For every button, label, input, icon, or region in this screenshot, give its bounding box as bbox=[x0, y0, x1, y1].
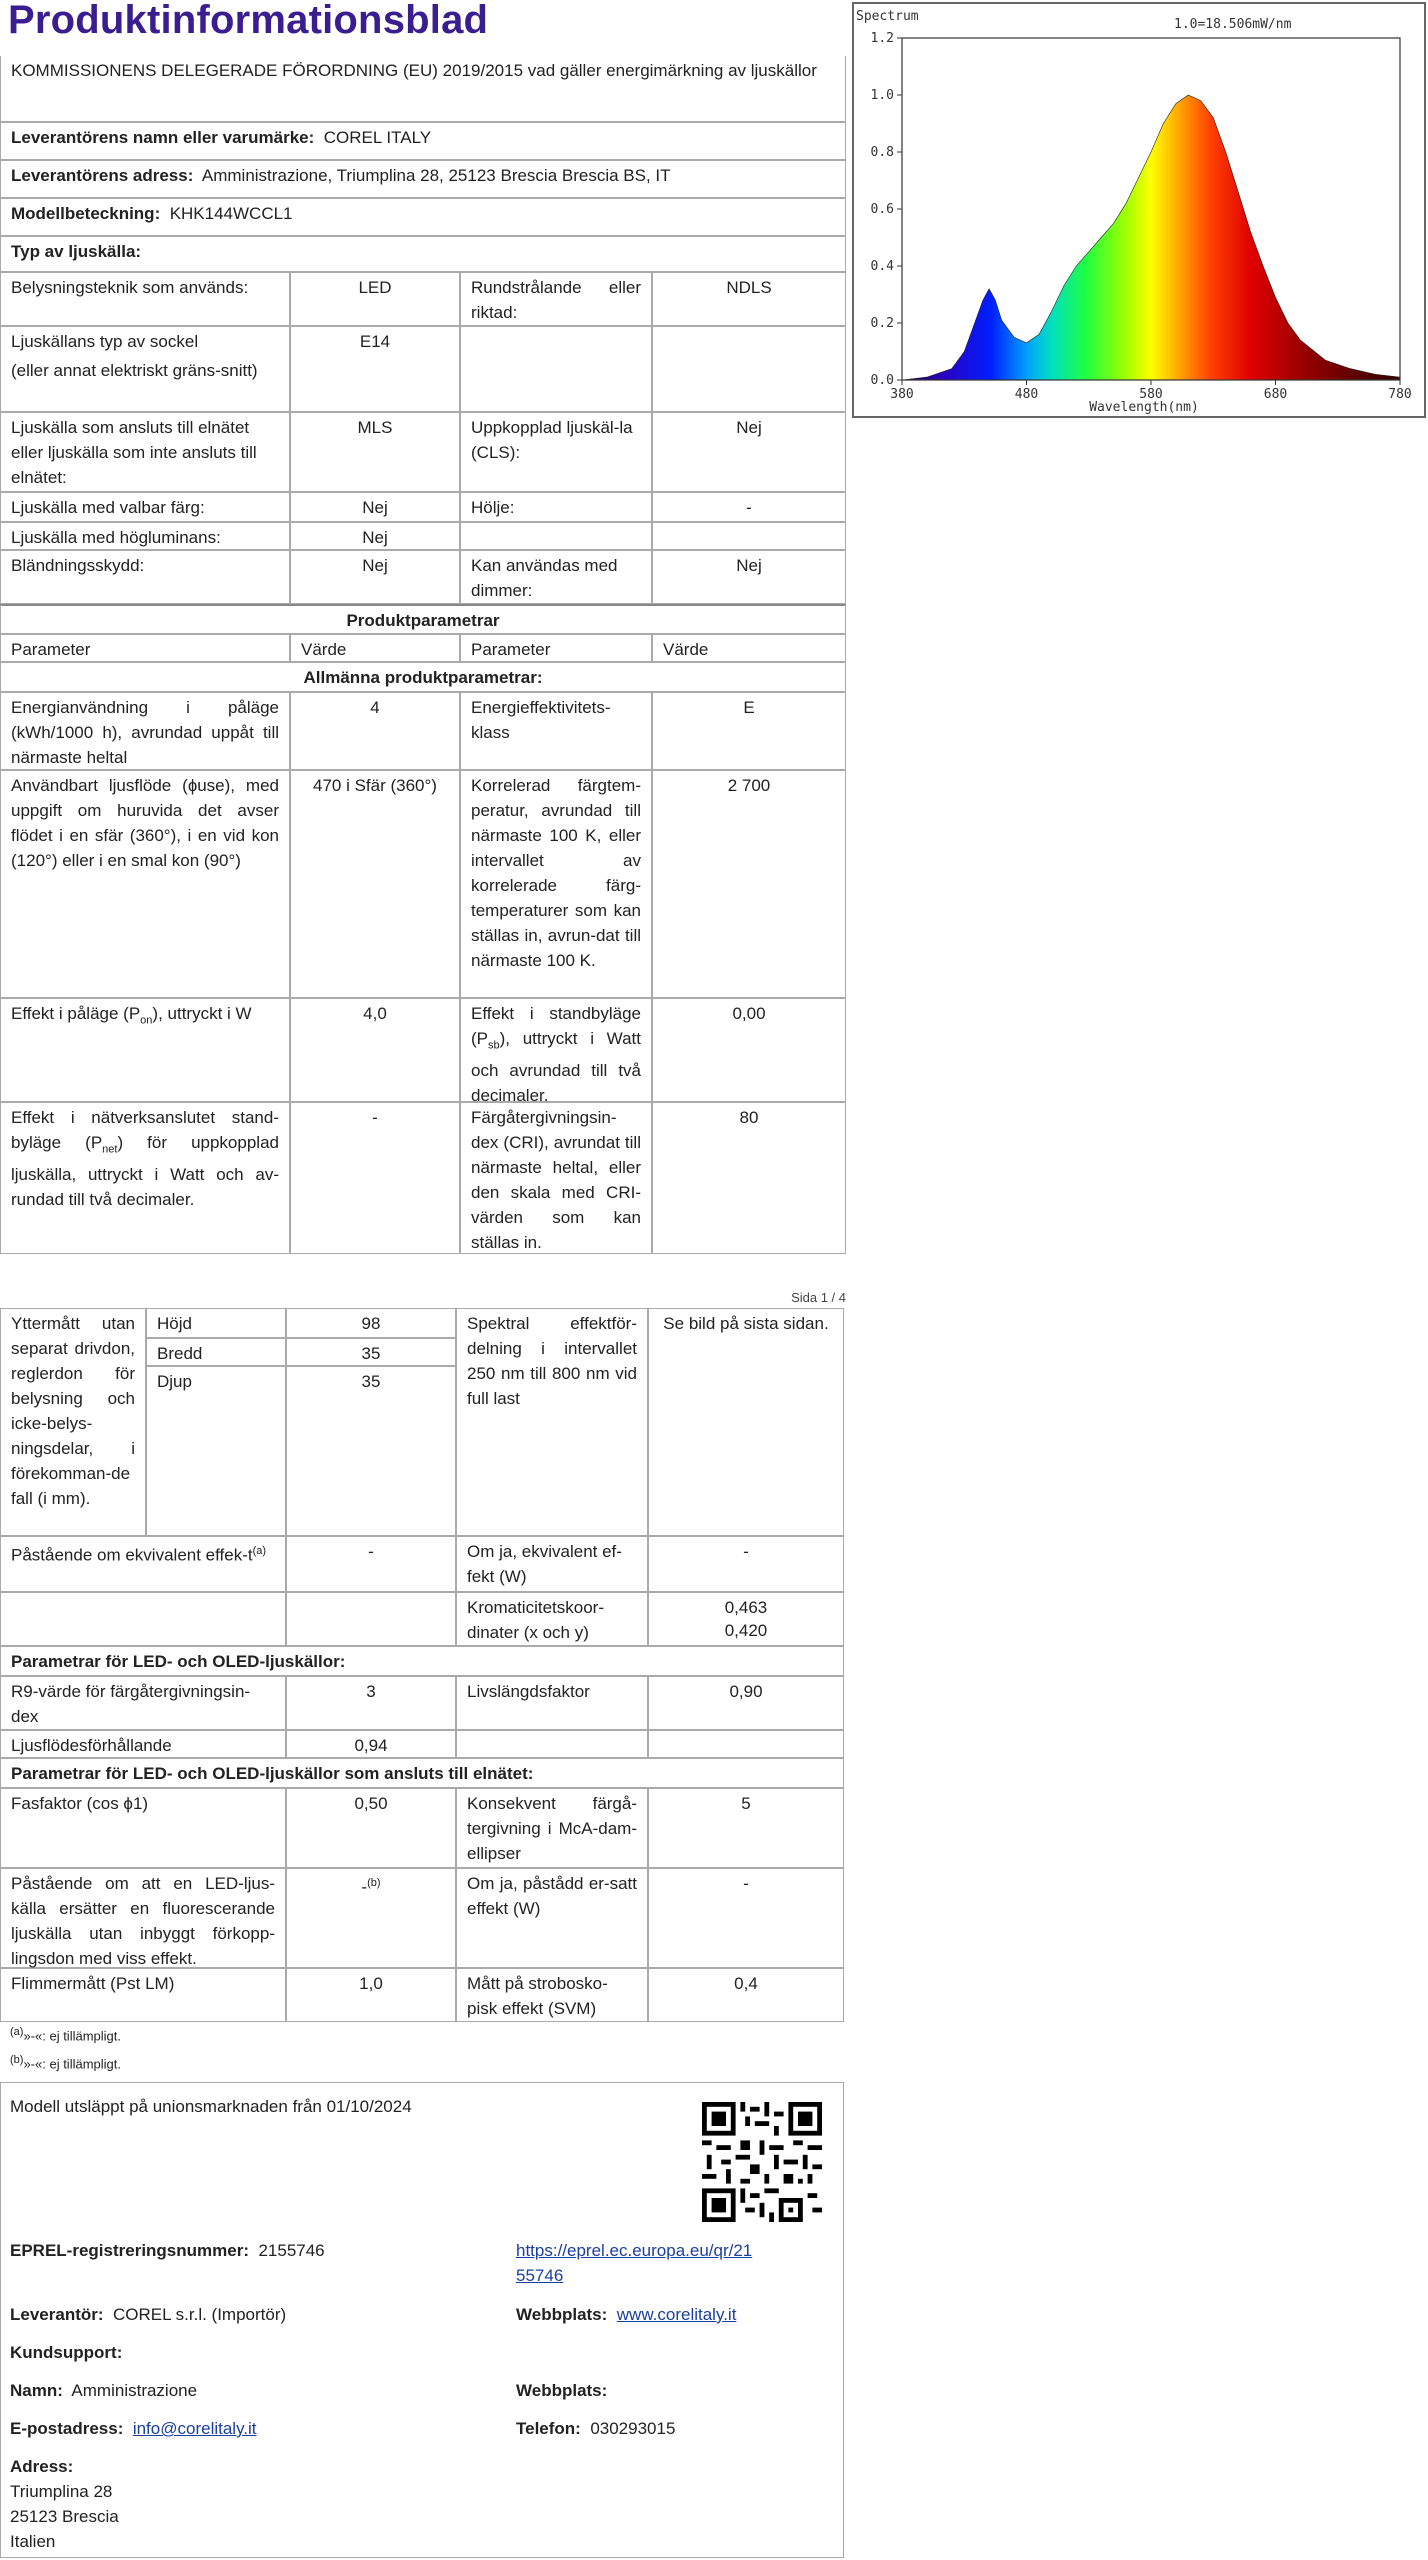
spectrum-chart bbox=[852, 2, 1426, 418]
flux-ratio-value: 0,94 bbox=[286, 1730, 456, 1758]
y-tick-label: 0.4 bbox=[870, 259, 894, 274]
col-param-1: Parameter bbox=[0, 634, 290, 662]
flux-ratio-label: Ljusflödesförhållande bbox=[0, 1730, 286, 1758]
pon-label bbox=[0, 998, 290, 1102]
phone-label: Telefon: bbox=[516, 2419, 581, 2438]
mains-label: Ljuskälla som ansluts till elnätet eller ljuskälla som inte ansluts till elnätet: bbox=[0, 412, 290, 492]
qr-code-icon[interactable] bbox=[702, 2102, 822, 2222]
flicker-label: Flimmermått (Pst LM) bbox=[0, 1968, 286, 2022]
footnote-a-mark: (a) bbox=[10, 2026, 24, 2038]
eprel-label: EPREL-registreringsnummer: bbox=[10, 2241, 249, 2260]
lum-value: Nej bbox=[290, 522, 460, 550]
chrom-x: 0,463 bbox=[724, 1598, 768, 1617]
spectrum-svg bbox=[854, 4, 1424, 416]
psb-label-b: ), uttryckt i Watt och avrundad till två decimaler. bbox=[471, 1029, 641, 1106]
chrom-empty-1 bbox=[0, 1592, 286, 1646]
params-header: Produktparametrar bbox=[0, 604, 846, 634]
regulation-text: KOMMISSIONENS DELEGERADE FÖRORDNING (EU) 2019/2015 vad gäller energimärkning av ljuskällor bbox=[11, 61, 817, 80]
led-header: Parametrar för LED- och OLED-ljuskällor: bbox=[0, 1646, 844, 1676]
page-number: Sida 1 / 4 bbox=[791, 1290, 846, 1305]
model-label: Modellbeteckning: bbox=[11, 204, 161, 223]
cover-value: - bbox=[652, 492, 846, 522]
equiv-label bbox=[0, 1536, 286, 1592]
glare-label: Bländningsskydd: bbox=[0, 550, 290, 604]
fluor-w-value: - bbox=[648, 1868, 844, 1968]
r9-label: R9-värde för färgåtergivningsin-dex bbox=[0, 1676, 286, 1730]
cls-value: Nej bbox=[652, 412, 846, 492]
dir-label: Rundstrålande eller riktad: bbox=[460, 272, 652, 326]
footnote-a bbox=[10, 2026, 121, 2043]
psb-label-a: Effekt i standbyläge (P bbox=[471, 1004, 641, 1048]
general-header: Allmänna produktparametrar: bbox=[0, 662, 846, 692]
equiv-label-text: Påstående om ekvivalent effek-t bbox=[11, 1545, 253, 1565]
glare-value: Nej bbox=[290, 550, 460, 604]
color-label: Ljuskälla med valbar färg: bbox=[0, 492, 290, 522]
equiv-sup: (a) bbox=[252, 1545, 267, 1557]
fluor-w-label: Om ja, påstådd er-satt effekt (W) bbox=[456, 1868, 648, 1968]
x-tick-label: 380 bbox=[890, 387, 914, 402]
cls-label: Uppkopplad ljuskäl-la (CLS): bbox=[460, 412, 652, 492]
x-tick-label: 580 bbox=[1139, 387, 1163, 402]
tech-label: Belysningsteknik som används: bbox=[0, 272, 290, 326]
cct-label: Korrelerad färgtem-peratur, avrundad till närmaste 100 K, eller intervallet av korrelerade färg-temperaturer som kan ställas in, avrun-dat till närmaste 100 K. bbox=[460, 770, 652, 998]
lum-label: Ljuskälla med högluminans: bbox=[0, 522, 290, 550]
pnet-label-a: Effekt i nätverksanslutet stand-byläge (P bbox=[11, 1108, 279, 1152]
email-row bbox=[0, 2414, 500, 2444]
address-value: Amministrazione, Triumplina 28, 25123 Brescia Brescia BS, IT bbox=[201, 166, 671, 185]
y-tick-label: 0.6 bbox=[870, 202, 894, 217]
socket-label-text: Ljuskällans typ av sockel bbox=[11, 332, 199, 351]
fluor-value-text: - bbox=[361, 1877, 368, 1897]
y-axis bbox=[871, 31, 902, 388]
psb-value: 0,00 bbox=[652, 998, 846, 1102]
chrom-empty-2 bbox=[286, 1592, 456, 1646]
addr-label: Adress: bbox=[10, 2457, 74, 2476]
chrom-value bbox=[648, 1592, 844, 1646]
lum-empty-2 bbox=[652, 522, 846, 550]
socket-empty-1 bbox=[460, 326, 652, 412]
depth-value: 35 bbox=[286, 1366, 456, 1536]
socket-value: E14 bbox=[290, 326, 460, 412]
fluor-label: Påstående om att en LED-ljus-källa ersätter en fluorescerande ljuskälla utan inbyggt förkopp-lingsdon med viss effekt. bbox=[0, 1868, 286, 1968]
cct-value: 2 700 bbox=[652, 770, 846, 998]
y-tick-label: 0.0 bbox=[870, 373, 894, 388]
dir-value: NDLS bbox=[652, 272, 846, 326]
pf-label: Fasfaktor (cos ϕ1) bbox=[0, 1788, 286, 1868]
flux-label: Användbart ljusflöde (ɸuse), med uppgift om huruvida det avser flödet i en sfär (360°), i en vid kon (120°) eller i en smal kon (90°) bbox=[0, 770, 290, 998]
equiv-w-value: - bbox=[648, 1536, 844, 1592]
height-label: Höjd bbox=[146, 1308, 286, 1338]
flux-ratio-empty-1 bbox=[456, 1730, 648, 1758]
cover-label: Hölje: bbox=[460, 492, 652, 522]
name-value: Amministrazione bbox=[71, 2381, 198, 2400]
released-text: Modell utsläppt på unionsmarknaden från 01/10/2024 bbox=[10, 2097, 412, 2116]
socket-label bbox=[0, 326, 290, 412]
supplier-footer-value: COREL s.r.l. (Importör) bbox=[112, 2305, 287, 2324]
addr-line-3: Italien bbox=[10, 2532, 56, 2551]
eprel-link-line-1[interactable]: https://eprel.ec.europa.eu/qr/21 bbox=[516, 2241, 753, 2260]
equiv-w-label: Om ja, ekvivalent ef-fekt (W) bbox=[456, 1536, 648, 1592]
chart-title: Spectrum bbox=[856, 9, 919, 24]
macadam-value: 5 bbox=[648, 1788, 844, 1868]
email-link[interactable]: info@corelitaly.it bbox=[132, 2419, 257, 2438]
class-label: Energieffektivitets-klass bbox=[460, 692, 652, 770]
dimmer-label: Kan användas med dimmer: bbox=[460, 550, 652, 604]
led-mains-header: Parametrar för LED- och OLED-ljuskällor som ansluts till elnätet: bbox=[0, 1758, 844, 1788]
x-tick-label: 680 bbox=[1263, 387, 1288, 402]
svm-value: 0,4 bbox=[648, 1968, 844, 2022]
pf-value: 0,50 bbox=[286, 1788, 456, 1868]
fluor-sup: (b) bbox=[367, 1877, 381, 1889]
fluor-value bbox=[286, 1868, 456, 1968]
flux-value: 470 i Sfär (360°) bbox=[290, 770, 460, 998]
x-axis-label: Wavelength(nm) bbox=[1089, 400, 1199, 415]
dims-label: Yttermått utan separat drivdon, reglerdon för belysning och icke-belys-ningsdelar, i förekomman-de fall (i mm). bbox=[0, 1308, 146, 1536]
psb-label bbox=[460, 998, 652, 1106]
addr-line-2: 25123 Brescia bbox=[10, 2507, 119, 2526]
name-label: Namn: bbox=[10, 2381, 63, 2400]
width-label: Bredd bbox=[146, 1338, 286, 1366]
chrom-label: Kromaticitetskoor-dinater (x och y) bbox=[456, 1592, 648, 1646]
footnote-b-mark: (b) bbox=[10, 2054, 24, 2066]
pnet-value: - bbox=[290, 1102, 460, 1254]
mains-value: MLS bbox=[290, 412, 460, 492]
eprel-link-line-2[interactable]: 55746 bbox=[516, 2266, 564, 2285]
eprel-link[interactable] bbox=[506, 2236, 806, 2292]
x-tick-label: 780 bbox=[1388, 387, 1412, 402]
web-link[interactable]: www.corelitaly.it bbox=[616, 2305, 737, 2324]
footnote-a-text: »-«: ej tillämpligt. bbox=[23, 2028, 121, 2044]
tech-value: LED bbox=[290, 272, 460, 326]
type-header-text: Typ av ljuskälla: bbox=[11, 242, 142, 261]
dimmer-value: Nej bbox=[652, 550, 846, 604]
pon-value: 4,0 bbox=[290, 998, 460, 1102]
phone-row bbox=[506, 2414, 806, 2444]
support-label: Kundsupport: bbox=[10, 2343, 123, 2362]
pnet-sub: net bbox=[102, 1143, 118, 1156]
pon-label-b: ), uttryckt i W bbox=[152, 1004, 252, 1023]
eprel-value: 2155746 bbox=[258, 2241, 325, 2260]
cri-label: Färgåtergivningsin-dex (CRI), avrundat till närmaste heltal, eller den skala med CRI-värden som kan ställas in. bbox=[460, 1102, 652, 1254]
y-tick-label: 0.2 bbox=[870, 316, 894, 331]
flicker-value: 1,0 bbox=[286, 1968, 456, 2022]
x-axis bbox=[890, 380, 1411, 402]
col-value-1: Värde bbox=[290, 634, 460, 662]
supplier-label: Leverantörens namn eller varumärke: bbox=[11, 128, 315, 147]
pnet-label-b: ) för uppkopplad ljuskälla, uttryckt i Watt och av-rundad till två decimaler. bbox=[11, 1133, 279, 1210]
life-label: Livslängdsfaktor bbox=[456, 1676, 648, 1730]
color-value: Nej bbox=[290, 492, 460, 522]
model-row bbox=[0, 198, 846, 236]
footnote-b-text: »-«: ej tillämpligt. bbox=[23, 2056, 121, 2072]
pon-sub: on bbox=[140, 1014, 153, 1027]
supplier-footer-row bbox=[0, 2300, 500, 2330]
cri-value: 80 bbox=[652, 1102, 846, 1254]
web2-label: Webbplats: bbox=[516, 2381, 608, 2400]
col-value-2: Värde bbox=[652, 634, 846, 662]
address-row bbox=[0, 160, 846, 198]
energy-value: 4 bbox=[290, 692, 460, 770]
psb-sub: sb bbox=[488, 1039, 500, 1052]
spectrum-area bbox=[902, 95, 1400, 380]
address-label: Leverantörens adress: bbox=[11, 166, 194, 185]
spd-label: Spektral effektför-delning i intervallet 250 nm till 800 nm vid full last bbox=[456, 1308, 648, 1536]
type-header bbox=[0, 236, 846, 272]
col-param-2: Parameter bbox=[460, 634, 652, 662]
y-tick-label: 1.0 bbox=[870, 88, 894, 103]
footnote-b bbox=[10, 2054, 121, 2071]
supplier-value: COREL ITALY bbox=[323, 128, 432, 147]
addr-line-1: Triumplina 28 bbox=[10, 2482, 113, 2501]
web-label: Webbplats: bbox=[516, 2305, 608, 2324]
height-value: 98 bbox=[286, 1308, 456, 1338]
pon-label-a: Effekt i påläge (P bbox=[11, 1004, 141, 1023]
model-value: KHK144WCCL1 bbox=[169, 204, 293, 223]
email-label: E-postadress: bbox=[10, 2419, 124, 2438]
pnet-label bbox=[0, 1102, 290, 1254]
eprel-row bbox=[0, 2236, 500, 2266]
macadam-label: Konsekvent färgå-tergivning i McA-dam-ellipser bbox=[456, 1788, 648, 1868]
equiv-value: - bbox=[286, 1536, 456, 1592]
class-value: E bbox=[652, 692, 846, 770]
address-footer bbox=[0, 2452, 400, 2556]
spd-value: Se bild på sista sidan. bbox=[648, 1308, 844, 1536]
width-value: 35 bbox=[286, 1338, 456, 1366]
svm-label: Mått på strobosko-pisk effekt (SVM) bbox=[456, 1968, 648, 2022]
socket-empty-2 bbox=[652, 326, 846, 412]
depth-label: Djup bbox=[146, 1366, 286, 1536]
r9-value: 3 bbox=[286, 1676, 456, 1730]
lum-empty-1 bbox=[460, 522, 652, 550]
y-tick-label: 0.8 bbox=[870, 145, 894, 160]
name-row bbox=[0, 2376, 500, 2406]
flux-ratio-empty-2 bbox=[648, 1730, 844, 1758]
supplier-row bbox=[0, 122, 846, 160]
regulation-subtitle bbox=[0, 56, 846, 122]
supplier-footer-label: Leverantör: bbox=[10, 2305, 104, 2324]
x-tick-label: 480 bbox=[1014, 387, 1039, 402]
life-value: 0,90 bbox=[648, 1676, 844, 1730]
web-row bbox=[506, 2300, 836, 2330]
phone-value: 030293015 bbox=[590, 2419, 676, 2438]
chart-annotation: 1.0=18.506mW/nm bbox=[1174, 17, 1292, 32]
socket-label-note: (eller annat elektriskt gräns-snitt) bbox=[11, 361, 258, 380]
chrom-y: 0,420 bbox=[724, 1621, 768, 1640]
energy-label: Energianvändning i påläge (kWh/1000 h), avrundad uppåt till närmaste heltal bbox=[0, 692, 290, 770]
y-tick-label: 1.2 bbox=[870, 31, 894, 46]
page-title: Produktinformationsblad bbox=[8, 0, 489, 42]
